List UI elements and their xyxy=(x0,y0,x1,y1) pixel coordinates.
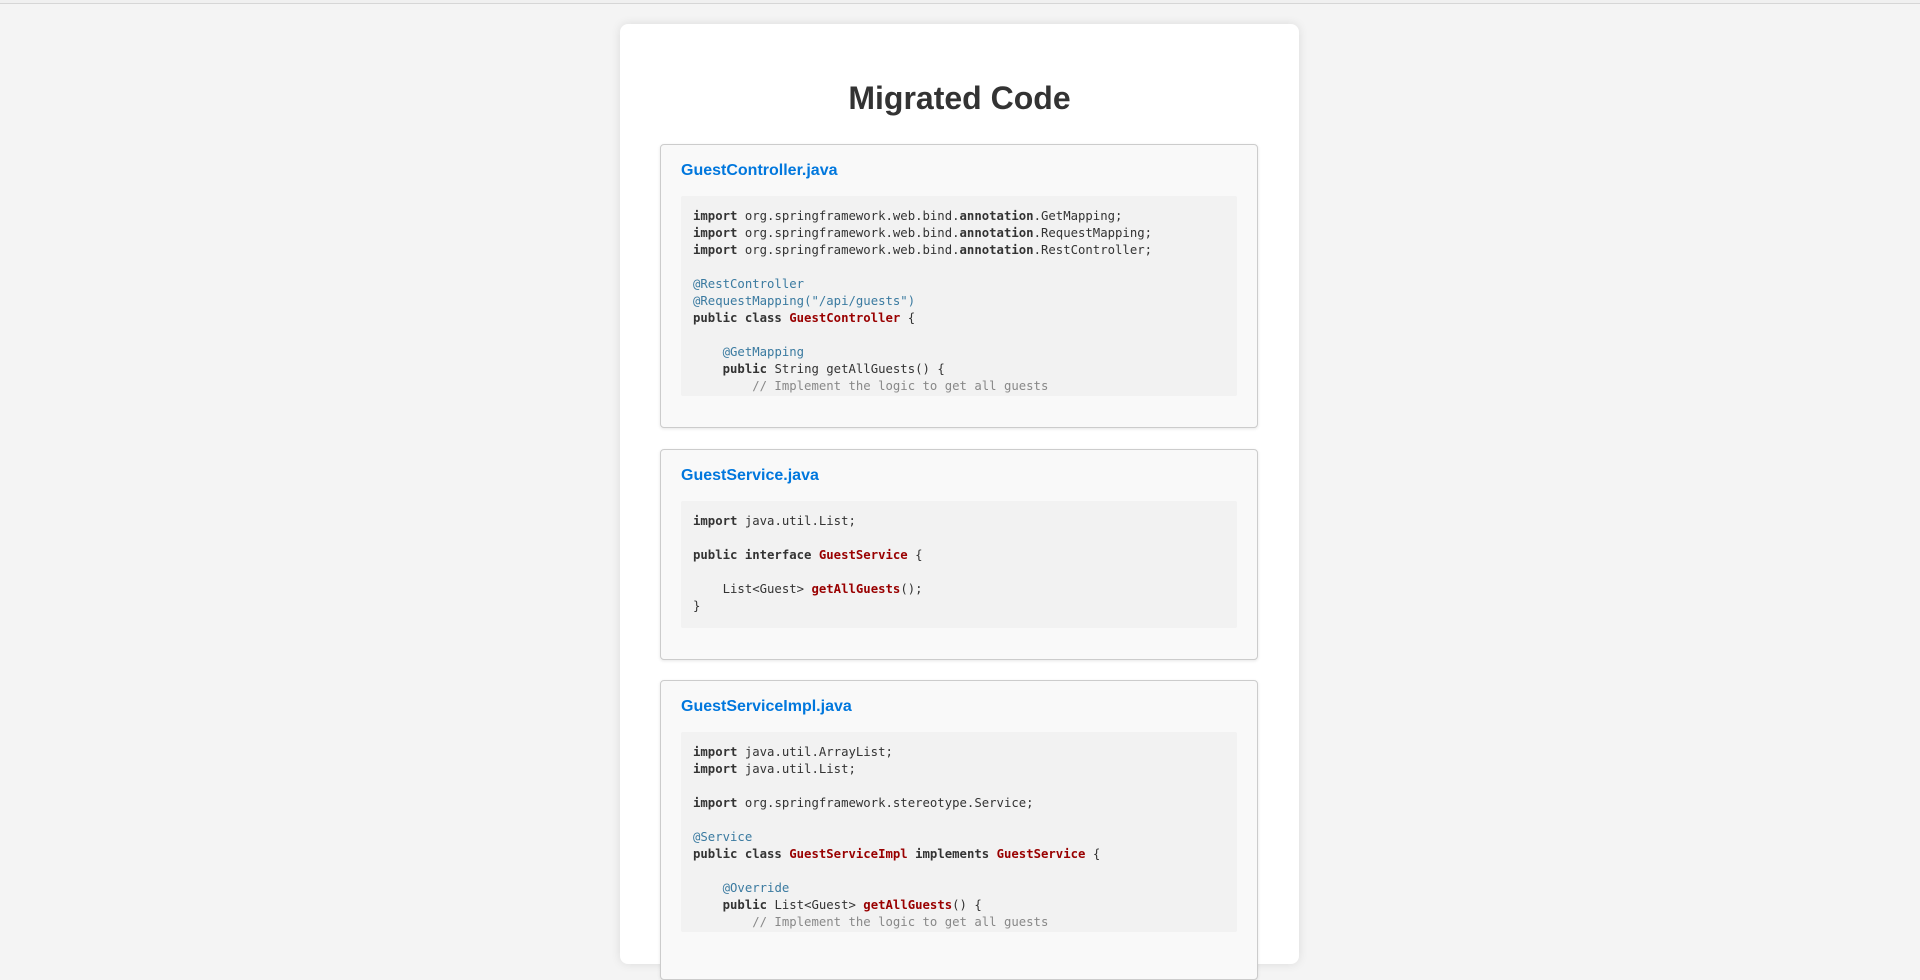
code-line xyxy=(693,812,1225,829)
code-text: java.util.ArrayList; xyxy=(737,745,893,759)
code-block-guest-service[interactable] xyxy=(681,501,1237,628)
code-annotation: @GetMapping xyxy=(722,345,805,359)
code-line xyxy=(693,880,1225,897)
code-block-guest-service-impl[interactable] xyxy=(681,732,1237,932)
code-class-name: getAllGuests xyxy=(863,898,953,912)
code-line xyxy=(693,744,1225,761)
code-annotation: @RestController xyxy=(693,277,805,291)
code-keyword: import xyxy=(693,745,738,759)
file-card-guest-service-impl xyxy=(660,680,1258,980)
code-text: java.util.List; xyxy=(737,762,856,776)
code-keyword: public xyxy=(722,362,768,376)
code-class-name: GuestService xyxy=(996,847,1086,861)
code-keyword: import xyxy=(693,762,738,776)
file-name-guest-controller: GuestController.java xyxy=(681,162,838,179)
code-line xyxy=(693,242,1225,259)
code-keyword: annotation xyxy=(959,226,1034,240)
code-class-name: getAllGuests xyxy=(811,582,901,596)
code-line xyxy=(693,293,1225,310)
code-keyword: import xyxy=(693,226,738,240)
code-text: List<Guest> xyxy=(693,582,812,596)
code-string: ("/api/guests") xyxy=(804,294,916,308)
code-keyword: public class xyxy=(693,847,782,861)
code-text: org.springframework.web.bind. xyxy=(737,226,960,240)
file-name-guest-service: GuestService.java xyxy=(681,467,819,484)
code-keyword: import xyxy=(693,243,738,257)
code-comment: // Implement the logic to get all guests xyxy=(693,379,1049,393)
code-keyword: public interface xyxy=(693,548,812,562)
file-card-guest-service xyxy=(660,449,1258,660)
code-text: { xyxy=(907,548,923,562)
code-text xyxy=(693,881,723,895)
code-line xyxy=(693,829,1225,846)
code-text xyxy=(693,345,723,359)
code-comment: // Implement the logic to get all guests xyxy=(693,915,1049,929)
code-text: { xyxy=(900,311,916,325)
code-text: .RestController; xyxy=(1033,243,1153,257)
code-line xyxy=(693,897,1225,914)
code-text: org.springframework.stereotype.Service; xyxy=(737,796,1034,810)
code-keyword: annotation xyxy=(959,243,1034,257)
code-annotation: @Override xyxy=(722,881,790,895)
code-class-name: GuestController xyxy=(789,311,901,325)
code-line xyxy=(693,310,1225,327)
file-name-guest-service-impl: GuestServiceImpl.java xyxy=(681,698,852,715)
code-keyword: annotation xyxy=(959,209,1034,223)
code-class-name: GuestServiceImpl xyxy=(789,847,908,861)
code-line xyxy=(693,378,1225,395)
code-text: String getAllGuests() { xyxy=(767,362,945,376)
code-text xyxy=(811,548,818,562)
code-line xyxy=(693,208,1225,225)
code-line xyxy=(693,761,1225,778)
code-class-name: GuestService xyxy=(818,548,908,562)
code-line xyxy=(693,795,1225,812)
code-keyword: public xyxy=(722,898,768,912)
code-keyword: import xyxy=(693,209,738,223)
code-text: List<Guest> xyxy=(767,898,864,912)
code-block-guest-controller[interactable] xyxy=(681,196,1237,396)
code-line xyxy=(693,361,1225,378)
code-text: } xyxy=(693,599,701,613)
main-container xyxy=(620,24,1299,964)
code-line xyxy=(693,598,1225,615)
code-line xyxy=(693,344,1225,361)
code-keyword: import xyxy=(693,514,738,528)
code-keyword: public class xyxy=(693,311,782,325)
code-annotation: @RequestMapping xyxy=(693,294,805,308)
code-text: () { xyxy=(952,898,982,912)
code-line xyxy=(693,276,1225,293)
code-line xyxy=(693,327,1225,344)
code-annotation: @Service xyxy=(693,830,753,844)
code-text: (); xyxy=(900,582,923,596)
code-text xyxy=(693,898,723,912)
code-line xyxy=(693,914,1225,931)
code-text xyxy=(908,847,915,861)
code-line xyxy=(693,547,1225,564)
code-line xyxy=(693,863,1225,880)
code-text: org.springframework.web.bind. xyxy=(737,243,960,257)
code-line xyxy=(693,225,1225,242)
code-text: .GetMapping; xyxy=(1033,209,1123,223)
code-text xyxy=(693,362,723,376)
code-line xyxy=(693,581,1225,598)
code-line xyxy=(693,564,1225,581)
browser-top-edge xyxy=(0,0,1920,4)
code-text: { xyxy=(1085,847,1101,861)
code-line xyxy=(693,259,1225,276)
code-text xyxy=(989,847,996,861)
file-card-guest-controller xyxy=(660,144,1258,428)
code-line xyxy=(693,778,1225,795)
code-text: java.util.List; xyxy=(737,514,856,528)
code-text: .RequestMapping; xyxy=(1033,226,1153,240)
page-title: Migrated Code xyxy=(848,80,1071,116)
code-line xyxy=(693,846,1225,863)
code-line xyxy=(693,513,1225,530)
code-line xyxy=(693,530,1225,547)
code-keyword: import xyxy=(693,796,738,810)
code-keyword: implements xyxy=(915,847,990,861)
code-text: org.springframework.web.bind. xyxy=(737,209,960,223)
